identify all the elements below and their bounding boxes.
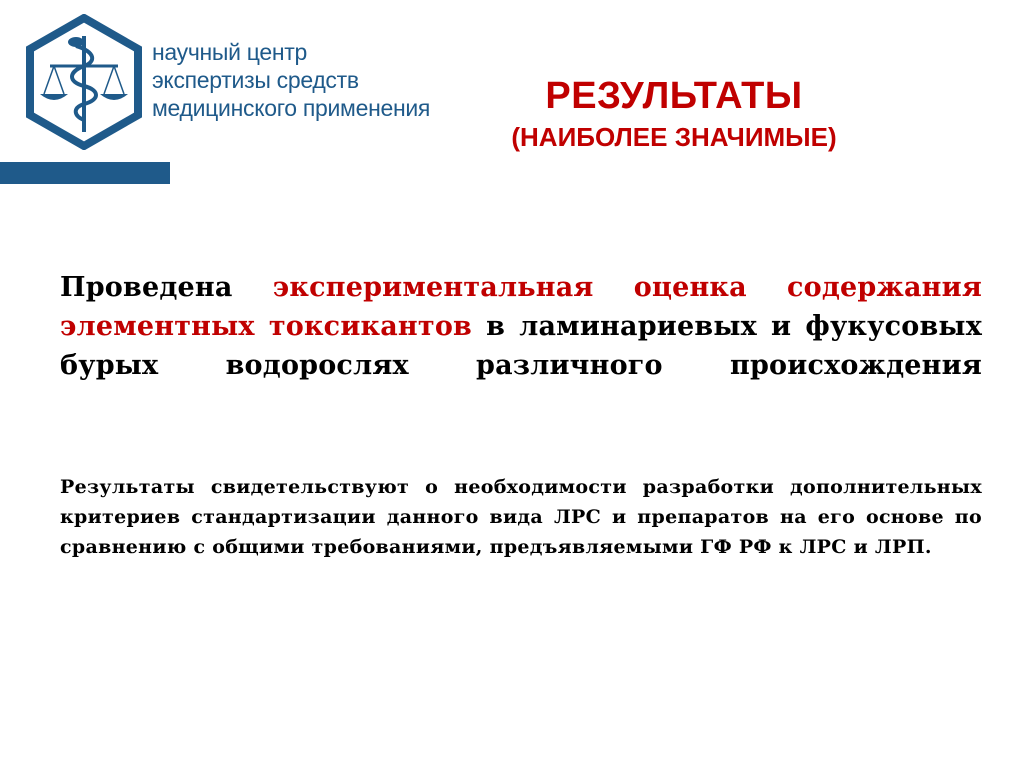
organization-name-line-2: экспертизы средств bbox=[152, 67, 359, 93]
main-statement bbox=[60, 268, 982, 385]
organization-name-line-1: научный центр bbox=[152, 39, 308, 65]
conclusion-paragraph: Результаты свидетельствуют о необходимости разработки дополнительных критериев стандартизации данного вида ЛРС и препаратов на его основе по сравнению с общими требованиями, предъявляемыми ГФ РФ к ЛРС и ЛРП. bbox=[60, 476, 982, 558]
slide-title: РЕЗУЛЬТАТЫ bbox=[545, 75, 803, 117]
decorative-blue-bar bbox=[0, 162, 170, 184]
organization-name-line-3: медицинского применения bbox=[152, 95, 431, 121]
main-statement-part-1: Проведена bbox=[60, 272, 273, 303]
organization-name bbox=[152, 38, 430, 122]
hexagon-caduceus-scales-logo-icon bbox=[24, 14, 144, 150]
slide-title-block bbox=[414, 74, 934, 154]
main-statement-highlight: экспериментальная оценка содержания элементных токсикантов bbox=[60, 272, 983, 342]
slide-subtitle: (НАИБОЛЕЕ ЗНАЧИМЫЕ) bbox=[511, 122, 837, 152]
main-statement-part-3: в ламинариевых и фукусовых бурых водорослях различного происхождения bbox=[60, 311, 982, 381]
